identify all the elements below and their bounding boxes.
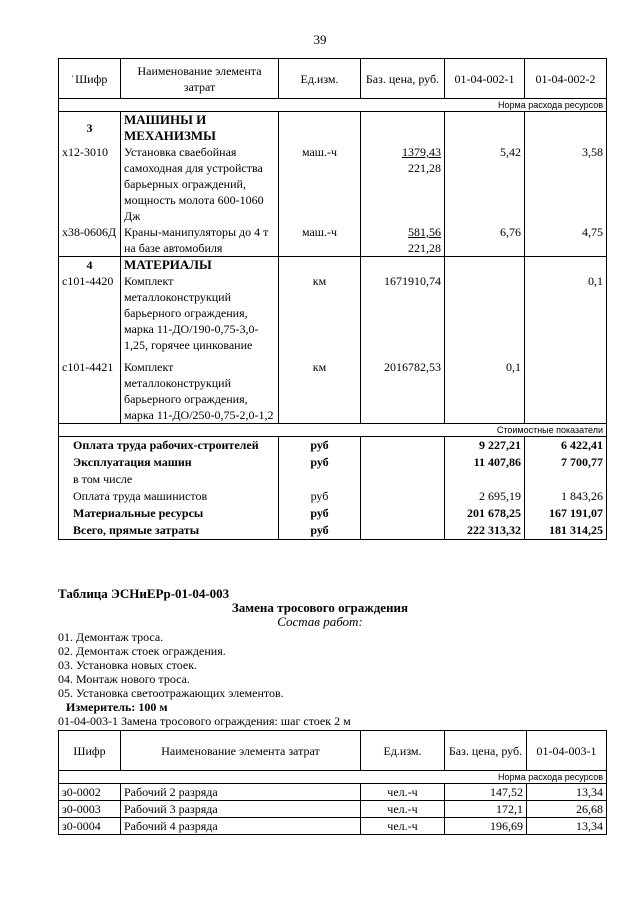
table-row: с101-4421 Комплект металлоконструкций барьерного ограждения, марка 11-ДО/250-0,75-2,0-1,2 км 2016782,53 0,1 bbox=[59, 353, 607, 424]
work-step: 04. Монтаж нового троса. bbox=[58, 672, 190, 686]
norm-row: Норма расхода ресурсов bbox=[59, 99, 607, 112]
header-unit: Ед.изм. bbox=[361, 731, 445, 771]
measure-unit: Измеритель: 100 м bbox=[66, 700, 168, 714]
header-price: Баз. цена, руб. bbox=[361, 59, 445, 99]
summary-row: Всего, прямые затраты руб 222 313,32 181 314,25 bbox=[59, 522, 607, 540]
section-subheading: Состав работ: bbox=[277, 614, 363, 629]
section-row-machines: 3 МАШИНЫ И МЕХАНИЗМЫ bbox=[59, 112, 607, 145]
cost-indicators-row: Стоимостные показатели bbox=[59, 424, 607, 437]
table-row: з0-0004 Рабочий 4 разряда чел.-ч 196,69 13,34 bbox=[59, 818, 607, 835]
header-col-01-04-003-1: 01-04-003-1 bbox=[527, 731, 607, 771]
table-header-row bbox=[59, 59, 607, 99]
header-code: ' Шифр bbox=[59, 59, 121, 99]
work-step: 05. Установка светоотражающих элементов. bbox=[58, 686, 284, 700]
section-heading: Замена тросового ограждения bbox=[231, 600, 409, 615]
resource-table-01-04-003 bbox=[58, 730, 607, 835]
work-step: 01. Демонтаж троса. bbox=[58, 630, 164, 644]
summary-row: Оплата труда машинистов руб 2 695,19 1 843,26 bbox=[59, 488, 607, 505]
table-row: з0-0003 Рабочий 3 разряда чел.-ч 172,1 26,68 bbox=[59, 801, 607, 818]
norm-row: Норма расхода ресурсов bbox=[59, 771, 607, 784]
table-row: х12-3010 Установка сваебойная самоходная для устройства барьерных ограждений, мощность молота 600-1060 Дж маш.-ч 1379,43 221,28 5,42 3,58 bbox=[59, 144, 607, 224]
table-row: с101-4420 Комплект металлоконструкций барьерного ограждения, марка 11-ДО/190-0,75-3,0-1,25, горячее цинкование км 1671910,74 0,1 bbox=[59, 273, 607, 353]
header-name: Наименование элемента затрат bbox=[121, 59, 279, 99]
header-name: Наименование элемента затрат bbox=[121, 731, 361, 771]
table-row: х38-0606Д Краны-манипуляторы до 4 т на базе автомобиля маш.-ч 581,56 221,28 6,76 4,75 bbox=[59, 224, 607, 257]
summary-row: Оплата труда рабочих-строителей руб 9 227,21 6 422,41 bbox=[59, 437, 607, 455]
summary-row: Эксплуатация машин руб 11 407,86 7 700,77 bbox=[59, 454, 607, 471]
header-col-01-04-002-1: 01-04-002-1 bbox=[445, 59, 525, 99]
table-row: з0-0002 Рабочий 2 разряда чел.-ч 147,52 13,34 bbox=[59, 784, 607, 801]
variant-label: 01-04-003-1 Замена тросового ограждения: шаг стоек 2 м bbox=[58, 714, 351, 728]
header-price: Баз. цена, руб. bbox=[445, 731, 527, 771]
header-col-01-04-002-2: 01-04-002-2 bbox=[525, 59, 607, 99]
header-code: Шифр bbox=[59, 731, 121, 771]
header-unit: Ед.изм. bbox=[279, 59, 361, 99]
table-header-row bbox=[59, 731, 607, 771]
work-step: 03. Установка новых стоек. bbox=[58, 658, 198, 672]
summary-row: в том числе bbox=[59, 471, 607, 488]
table-title: Таблица ЭСНиЕРр-01-04-003 bbox=[58, 586, 230, 601]
summary-row: Материальные ресурсы руб 201 678,25 167 191,07 bbox=[59, 505, 607, 522]
resource-table-01-04-002 bbox=[58, 58, 607, 540]
page-number: 39 bbox=[313, 32, 327, 47]
work-step: 02. Демонтаж стоек ограждения. bbox=[58, 644, 226, 658]
section-row-materials: 4 МАТЕРИАЛЫ bbox=[59, 257, 607, 274]
